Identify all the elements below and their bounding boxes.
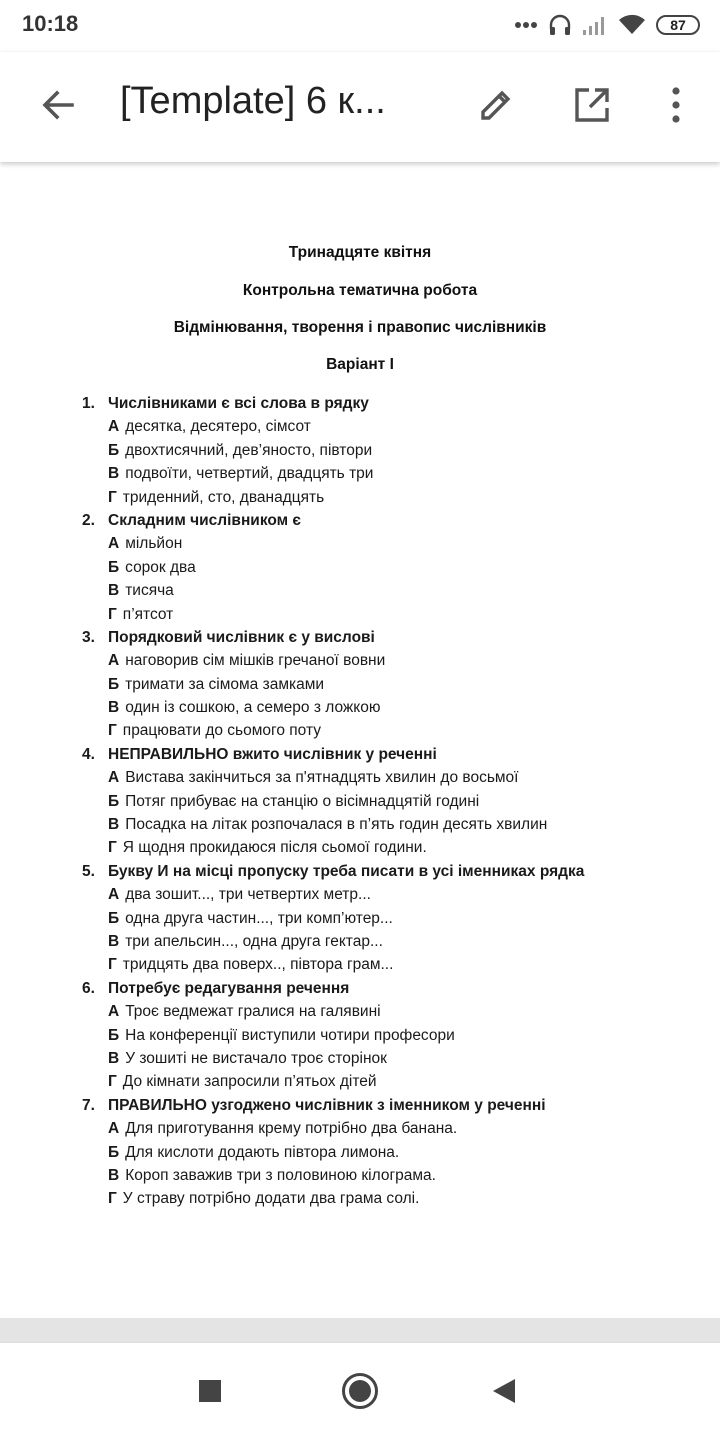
home-button[interactable] — [336, 1369, 384, 1417]
edit-pencil-icon — [476, 85, 516, 130]
document-date: Тринадцяте квітня — [288, 244, 432, 261]
option-text: наговорив сім мішків гречаної вовни — [125, 652, 386, 670]
answer-option — [82, 766, 682, 789]
question-text: Складним числівником є — [108, 511, 301, 529]
option-letter: Б — [108, 558, 120, 576]
option-letter: В — [108, 932, 120, 950]
option-letter: Б — [108, 675, 120, 693]
question-title — [82, 1094, 682, 1117]
option-letter: Б — [108, 1143, 120, 1161]
option-letter: В — [108, 816, 120, 834]
more-vert-icon — [670, 85, 682, 130]
more-options-button[interactable] — [648, 79, 704, 135]
option-text: один із сошкою, а семеро з ложкою — [125, 699, 381, 717]
option-text: мільйон — [125, 535, 183, 553]
answer-option — [82, 649, 682, 672]
option-text: тридцять два поверх.., півтора грам... — [122, 956, 394, 974]
option-text: п’ятсот — [122, 605, 174, 623]
option-text: триденний, сто, дванадцять — [122, 488, 325, 506]
question-number: 6. — [82, 979, 95, 997]
option-text: Для приготування крему потрібно два банана. — [125, 1120, 458, 1138]
option-letter: В — [108, 1166, 120, 1184]
more-dots-icon — [514, 21, 538, 29]
question-text: ПРАВИЛЬНО узгоджено числівник з іменником у реченні — [108, 1096, 546, 1114]
option-text: На конференції виступили чотири професори — [125, 1026, 455, 1044]
open-external-button[interactable] — [564, 79, 620, 135]
question-title — [82, 977, 682, 1000]
home-circle-icon — [341, 1372, 379, 1415]
option-text: три апельсин..., одна друга гектар... — [125, 932, 383, 950]
question-block — [82, 743, 682, 860]
answer-option — [82, 1141, 682, 1164]
option-text: подвоїти, четвертий, двадцять три — [125, 465, 374, 483]
question-title — [82, 392, 682, 415]
option-letter: В — [108, 582, 120, 600]
option-text: одна друга частин..., три комп’ютер... — [125, 909, 393, 927]
option-letter: Г — [108, 839, 117, 857]
answer-option — [82, 415, 682, 438]
answer-option — [82, 790, 682, 813]
app-bar — [0, 52, 720, 162]
recent-apps-square-icon — [198, 1379, 222, 1408]
option-letter: А — [108, 1003, 120, 1021]
option-letter: Б — [108, 909, 120, 927]
option-letter: А — [108, 652, 120, 670]
navigation-bar — [0, 1342, 720, 1441]
answer-option — [82, 462, 682, 485]
option-letter: В — [108, 465, 120, 483]
option-text: Короп заважив три з половиною кілограма. — [125, 1166, 436, 1184]
option-letter: А — [108, 769, 120, 787]
question-list — [82, 392, 682, 1211]
nav-back-button[interactable] — [480, 1369, 528, 1417]
answer-option — [82, 486, 682, 509]
back-button[interactable] — [30, 79, 86, 135]
topic-heading: Відмінювання, творення і правопис числівників — [173, 319, 547, 336]
answer-option — [82, 930, 682, 953]
option-letter: Г — [108, 1073, 117, 1091]
variant-heading: Варіант І — [326, 356, 394, 373]
option-text: двохтисячний, дев’яносто, півтори — [125, 441, 373, 459]
option-letter: Б — [108, 792, 120, 810]
document-title: [Template] 6 к... — [120, 80, 386, 122]
battery-icon — [656, 15, 700, 35]
option-letter: Г — [108, 956, 117, 974]
option-text: Посадка на літак розпочалася в п’ять годин десять хвилин — [125, 816, 548, 834]
option-letter: Б — [108, 1026, 120, 1044]
wifi-icon — [618, 14, 646, 36]
answer-option — [82, 603, 682, 626]
question-title — [82, 743, 682, 766]
question-block — [82, 1094, 682, 1211]
option-text: працювати до сьомого поту — [122, 722, 321, 740]
question-title — [82, 860, 682, 883]
page-separator — [0, 1318, 720, 1342]
answer-option — [82, 883, 682, 906]
option-text: Я щодня прокидаюся після сьомої години. — [122, 839, 427, 857]
battery-level: 87 — [670, 17, 686, 33]
answer-option — [82, 953, 682, 976]
back-arrow-icon — [38, 85, 78, 130]
edit-button[interactable] — [468, 79, 524, 135]
answer-option — [82, 907, 682, 930]
question-title — [82, 509, 682, 532]
question-title — [82, 626, 682, 649]
option-text: тримати за сімома замками — [125, 675, 325, 693]
answer-option — [82, 556, 682, 579]
status-icons — [514, 12, 700, 38]
option-letter: Г — [108, 605, 117, 623]
recent-apps-button[interactable] — [186, 1369, 234, 1417]
question-text: Порядковий числівник є у вислові — [108, 628, 375, 646]
question-text: НЕПРАВИЛЬНО вжито числівник у реченні — [108, 745, 437, 763]
status-bar — [0, 0, 720, 52]
option-letter: А — [108, 886, 120, 904]
option-text: У зошиті не вистачало троє сторінок — [125, 1049, 387, 1067]
answer-option — [82, 532, 682, 555]
open-external-icon — [572, 85, 612, 130]
option-letter: А — [108, 535, 120, 553]
question-number: 5. — [82, 862, 95, 880]
answer-option — [82, 1000, 682, 1023]
back-triangle-icon — [491, 1377, 517, 1410]
option-text: десятка, десятеро, сімсот — [125, 418, 311, 436]
option-letter: Б — [108, 441, 120, 459]
answer-option — [82, 579, 682, 602]
option-text: Для кислоти додають півтора лимона. — [125, 1143, 400, 1161]
question-text: Букву И на місці пропуску треба писати в усі іменниках рядка — [108, 862, 585, 880]
option-letter: А — [108, 1120, 120, 1138]
option-letter: Г — [108, 722, 117, 740]
option-letter: Г — [108, 1190, 117, 1208]
question-text: Числівниками є всі слова в рядку — [108, 395, 369, 412]
question-block — [82, 509, 682, 626]
document-page — [0, 162, 720, 1318]
option-letter: В — [108, 1049, 120, 1067]
question-block — [82, 392, 682, 509]
option-letter: В — [108, 699, 120, 717]
option-text: У страву потрібно додати два грама солі. — [122, 1190, 420, 1208]
option-text: тисяча — [125, 582, 174, 600]
question-number: 1. — [82, 395, 95, 412]
question-number: 4. — [82, 745, 95, 763]
question-block — [82, 626, 682, 743]
status-time: 10:18 — [22, 11, 79, 36]
question-block — [82, 860, 682, 977]
answer-option — [82, 673, 682, 696]
answer-option — [82, 1024, 682, 1047]
option-text: сорок два — [125, 558, 196, 576]
question-number: 2. — [82, 511, 95, 529]
answer-option — [82, 1187, 682, 1210]
question-number: 3. — [82, 628, 95, 646]
option-text: До кімнати запросили п’ятьох дітей — [122, 1073, 377, 1091]
headphones-icon — [548, 14, 572, 36]
answer-option — [82, 813, 682, 836]
signal-icon — [582, 14, 608, 36]
answer-option — [82, 1164, 682, 1187]
option-letter: Г — [108, 488, 117, 506]
option-letter: А — [108, 418, 120, 436]
answer-option — [82, 1070, 682, 1093]
option-text: Вистава закінчиться за п'ятнадцять хвилин до восьмої — [125, 769, 519, 787]
answer-option — [82, 836, 682, 859]
answer-option — [82, 719, 682, 742]
answer-option — [82, 1047, 682, 1070]
option-text: два зошит..., три четвертих метр... — [125, 886, 371, 904]
question-number: 7. — [82, 1096, 95, 1114]
answer-option — [82, 696, 682, 719]
work-type-heading: Контрольна тематична робота — [242, 282, 478, 299]
answer-option — [82, 1117, 682, 1140]
question-text: Потребує редагування речення — [108, 979, 350, 997]
question-block — [82, 977, 682, 1094]
option-text: Троє ведмежат гралися на галявині — [125, 1003, 381, 1021]
answer-option — [82, 439, 682, 462]
option-text: Потяг прибуває на станцію о вісімнадцятій годині — [125, 792, 480, 810]
